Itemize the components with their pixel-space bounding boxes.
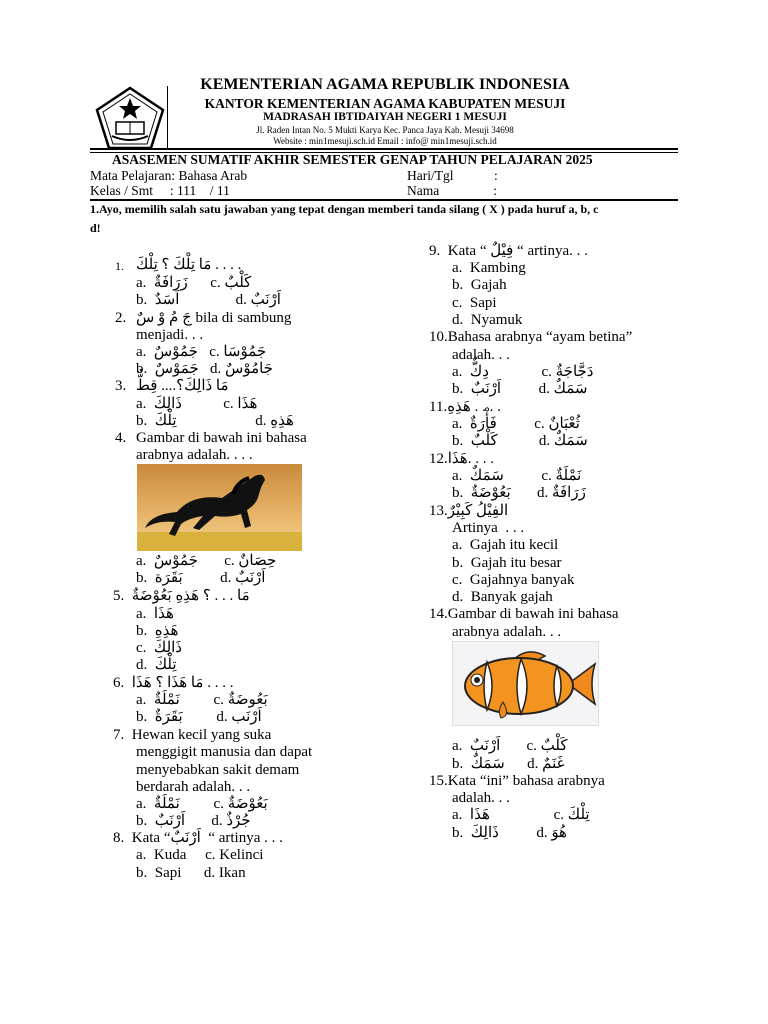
name-field: Nama : <box>407 183 497 198</box>
info-rule <box>90 199 678 201</box>
left-col-line: c. ذَالِكَ <box>136 640 182 656</box>
right-col-line: d. Banyak gajah <box>452 589 553 605</box>
left-col-line: 8. Kata “اَرْنَبٌ “ artinya . . . <box>113 830 283 846</box>
left-col-line: 1. <box>115 259 124 273</box>
left-col-line: b. هَذِهِ <box>136 623 179 639</box>
right-col-line: a. Gajah itu kecil <box>452 537 559 553</box>
left-col-line: 7. Hewan kecil yang suka <box>113 727 272 743</box>
right-col-line: a. دِكٌّ c. دَجَّاجَةٌ <box>452 364 594 380</box>
left-col-line: Gambar di bawah ini bahasa <box>136 430 307 446</box>
right-col-line: c. Gajahnya banyak <box>452 572 575 588</box>
right-col-line: a. سَمَكٌ c. نَمْلَةٌ <box>452 468 582 484</box>
school-address: Jl. Raden Intan No. 5 Mukti Karya Kec. Panca Jaya Kab. Mesuji 34698 <box>256 125 514 135</box>
right-col-line: b. كَلْبٌ d. سَمَكٌ <box>452 433 588 449</box>
right-col-line: a. هَذَا c. تِلْكَ <box>452 807 590 823</box>
right-col-line: adalah. . . <box>452 790 510 806</box>
right-col-line: b. سَمَكٌ d. غَنَمٌ <box>452 756 565 772</box>
exam-title: ASASEMEN SUMATIF AKHIR SEMESTER GENAP TAHUN PELAJARAN 2025 <box>112 152 593 167</box>
instruction-line-2: d! <box>90 221 101 235</box>
horse-image <box>137 464 302 551</box>
right-col-line: b. Gajah <box>452 277 507 293</box>
left-col-line: مَا تِلْكَ ؟ تِلْكَ . . . . <box>136 257 242 273</box>
left-col-line: a. ذَالِكَ c. هَذَا <box>136 396 258 412</box>
instruction-line-1: 1.Ayo, memilih salah satu jawaban yang tepat dengan memberi tanda silang ( X ) pada huruf a, b, c <box>90 202 599 216</box>
left-col-line: 4. <box>115 430 127 446</box>
left-col-line: مَا ذَالِكَ؟.... قِطٌّ <box>136 378 229 394</box>
right-col-line: a. Kambing <box>452 260 526 276</box>
right-col-line: Artinya . . . <box>452 520 525 536</box>
clownfish-image <box>452 641 599 726</box>
right-col-line: d. Nyamuk <box>452 312 523 328</box>
office-title: KANTOR KEMENTERIAN AGAMA KABUPATEN MESUJI <box>204 96 566 111</box>
left-col-line: berdarah adalah. . . <box>136 779 251 795</box>
left-col-line: a. جَمُوْسٌ c. حِصَانٌ <box>136 553 277 569</box>
right-col-line: b. بَعُوْضَةٌ d. زَرَافَةٌ <box>452 485 586 501</box>
left-col-line: a. هَذَا <box>136 606 174 622</box>
day-field: Hari/Tgl : <box>407 168 498 183</box>
left-col-line: a. جَمُوْسٌ c. جَمُوْسَا <box>136 344 267 360</box>
left-col-line: menggigit manusia dan dapat <box>136 744 313 760</box>
right-col-line: 9. Kata “ فِيْلٌ “ artinya. . . <box>429 243 588 259</box>
left-col-line: جَ مُ وْ سٌ bila di sambung <box>136 310 292 326</box>
left-col-line: b. جَمَوْسٌ d. جَامُوْسٌ <box>136 361 273 377</box>
right-col-line: b. ذَالِكَ d. هُوَ <box>452 825 567 841</box>
left-col-line: menjadi. . . <box>136 327 204 343</box>
left-col-line: 3. <box>115 378 127 394</box>
left-col-line: a. Kuda c. Kelinci <box>136 847 264 863</box>
right-col-line: adalah. . . <box>452 347 510 363</box>
school-title: MADRASAH IBTIDAIYAH NEGERI 1 MESUJI <box>263 111 507 123</box>
left-col-line: a. نَمْلَةٌ c. بَعُوْضَةٌ <box>136 796 268 812</box>
left-col-line: b. اَسَدٌ d. اَرْنَبٌ <box>136 292 281 308</box>
left-col-line: arabnya adalah. . . . <box>136 447 253 463</box>
left-col-line: d. تِلْكَ <box>136 657 177 673</box>
left-col-line: b. اَرْنَبٌ d. جُرْذٌ <box>136 813 251 829</box>
left-col-line: 2. <box>115 310 127 326</box>
right-col-line: b. Gajah itu besar <box>452 555 562 571</box>
left-col-line: menyebabkan sakit demam <box>136 762 300 778</box>
ministry-title: KEMENTERIAN AGAMA REPUBLIK INDONESIA <box>200 76 570 93</box>
left-col-line: b. بَقَرَةٌ d. اَرْنَب <box>136 709 262 725</box>
left-col-line: b. Sapi d. Ikan <box>136 865 246 881</box>
right-col-line: 15.Kata “ini” bahasa arabnya <box>429 773 605 789</box>
school-web: Website : min1mesuji.sch.id Email : info@ min1mesuji.sch.id <box>273 136 497 146</box>
right-col-line: 13.الفِيْلُ كَبِيْرٌ <box>429 503 509 519</box>
left-col-line: a. نَمْلَةٌ c. بَعُوضَةٌ <box>136 692 268 708</box>
subject-field: Mata Pelajaran: Bahasa Arab <box>90 168 248 183</box>
header-rule-thick <box>90 148 678 150</box>
right-col-line: c. Sapi <box>452 295 497 311</box>
right-col-line: 10.Bahasa arabnya “ayam betina” <box>429 329 633 345</box>
left-col-line: a. زَرَافَةٌ c. كَلْبٌ <box>136 275 252 291</box>
right-col-line: 14.Gambar di bawah ini bahasa <box>429 606 619 622</box>
class-field: Kelas / Smt : 111 / 11 <box>90 183 230 198</box>
right-col-line: arabnya adalah. . . <box>452 624 562 640</box>
right-col-line: a. اَرْنَبٌ c. كَلْبٌ <box>452 738 568 754</box>
left-col-line: 6. مَا هَذَا ؟ هَذَا . . . . <box>113 675 234 691</box>
right-col-line: b. اَرْنَبٌ d. سَمَكٌ <box>452 381 588 397</box>
left-col-line: b. بَقَرَة d. اَرْنَبٌ <box>136 570 266 586</box>
right-col-line: 11.هَذِهِ . . . . <box>429 399 501 415</box>
right-col-line: 12.هَذَا. . . . <box>429 451 494 467</box>
left-col-line: b. تِلْكَ d. هَذِهِ <box>136 413 294 429</box>
right-col-line: a. فَأْرَةٌ c. ثُعْبَانٌ <box>452 416 580 432</box>
left-col-line: 5. مَا . . . ؟ هَذِهِ بَعُوْضَةٌ <box>113 588 250 604</box>
